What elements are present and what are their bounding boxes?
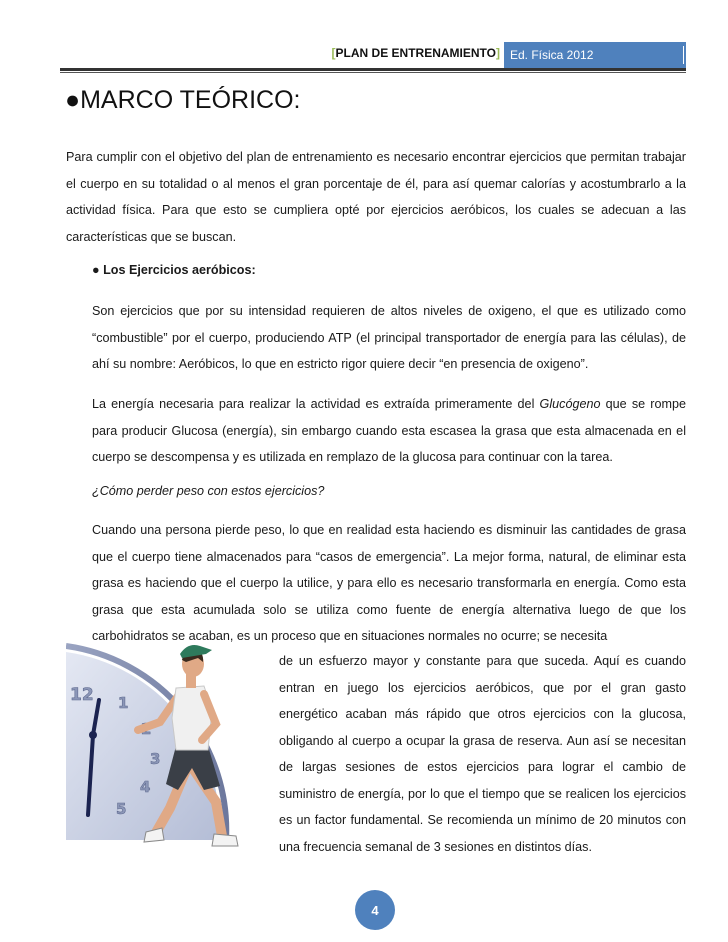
glucogeno-term: Glucógeno <box>539 397 601 411</box>
question-heading: ¿Cómo perder peso con estos ejercicios? <box>92 484 325 498</box>
header-bracket-open: [ <box>331 46 336 60</box>
header-rule-thin <box>60 72 686 73</box>
clock-center <box>89 731 97 739</box>
energy-text-after: que se rompe para producir Glucosa (energía), sin embargo cuando esta escasea la grasa que esta almacenada en el cuerpo se descompensa y es utilizada en remplazo de la glucosa para continuar con la tarea. <box>92 397 686 464</box>
header-title <box>332 46 500 60</box>
clock-number-12: 12 <box>70 685 94 705</box>
clock-number-1: 1 <box>118 694 129 712</box>
subsection-heading-aerobicos: ● Los Ejercicios aeróbicos: <box>92 263 256 277</box>
page-number: 4 <box>371 902 379 918</box>
page-header <box>60 42 686 68</box>
header-title-text: PLAN DE ENTRENAMIENTO <box>335 46 496 60</box>
aerobic-definition-paragraph: Son ejercicios que por su intensidad requieren de altos niveles de oxigeno, el que es utilizado como “combustible” por el cuerpo, produciendo ATP (el principal transportador de energía para las células), de ahí su nombre: Aeróbicos, lo que en estricto rigor quiere decir “en presencia de oxigeno”. <box>92 304 686 371</box>
header-box-tick <box>683 46 684 64</box>
energy-text-before: La energía necesaria para realizar la actividad es extraída primeramente del <box>92 397 540 411</box>
clock-number-2: 2 <box>141 720 152 738</box>
intro-paragraph: Para cumplir con el objetivo del plan de entrenamiento es necesario encontrar ejercicios que permitan trabajar el cuerpo en su totalidad o al menos el gran porcentaje de él, para así quemar calorías y acostumbrarlo a la actividad física. Para que esto se cumpliera opté por ejercicios aeróbicos, los cuales se adecuan a las características que se buscan. <box>66 150 686 244</box>
section-heading-marco-teorico: ●MARCO TEÓRICO: <box>65 86 301 114</box>
header-course: Ed. Física 2012 <box>510 48 594 62</box>
clock-number-3: 3 <box>150 750 161 768</box>
page-number-badge <box>355 890 395 930</box>
header-rule-thick <box>60 68 686 71</box>
walking-clock-illustration <box>66 640 278 862</box>
weight-loss-paragraph: Cuando una persona pierde peso, lo que en realidad esta haciendo es disminuir las cantidades de grasa que el cuerpo tiene almacenados para “casos de emergencia”. La mejor forma, natural, de eliminar esta grasa es haciendo que el cuerpo la utilice, y para ello es necesario transformarla en energía. Como esta grasa que esta acumulada solo se utiliza como fuente de energía alternativa luego de que los carbohidratos se acaban, es un proceso que en situaciones normales no ocurre; se necesita <box>92 523 686 643</box>
clock-number-5: 5 <box>116 800 127 818</box>
header-bracket-close: ] <box>496 46 500 60</box>
weight-loss-paragraph-continued: de un esfuerzo mayor y constante para que suceda. Aquí es cuando entran en juego los ejercicios aeróbicos, que por el gran gasto energético acaban más rápido que otros ejercicios con la glucosa, obligando al cuerpo a ocupar la grasa de reserva. Aun así se necesitan de largas sesiones de estos ejercicios para lograr el cambio de suministro de energía, por lo que el tiempo que se realicen los ejercicios es un factor fundamental. Se recomienda un mínimo de 20 minutos con una frecuencia semanal de 3 sesiones en distintos días. <box>279 654 686 854</box>
energy-paragraph <box>92 391 686 471</box>
clock-number-4: 4 <box>140 778 151 796</box>
header-course-box <box>504 42 686 68</box>
